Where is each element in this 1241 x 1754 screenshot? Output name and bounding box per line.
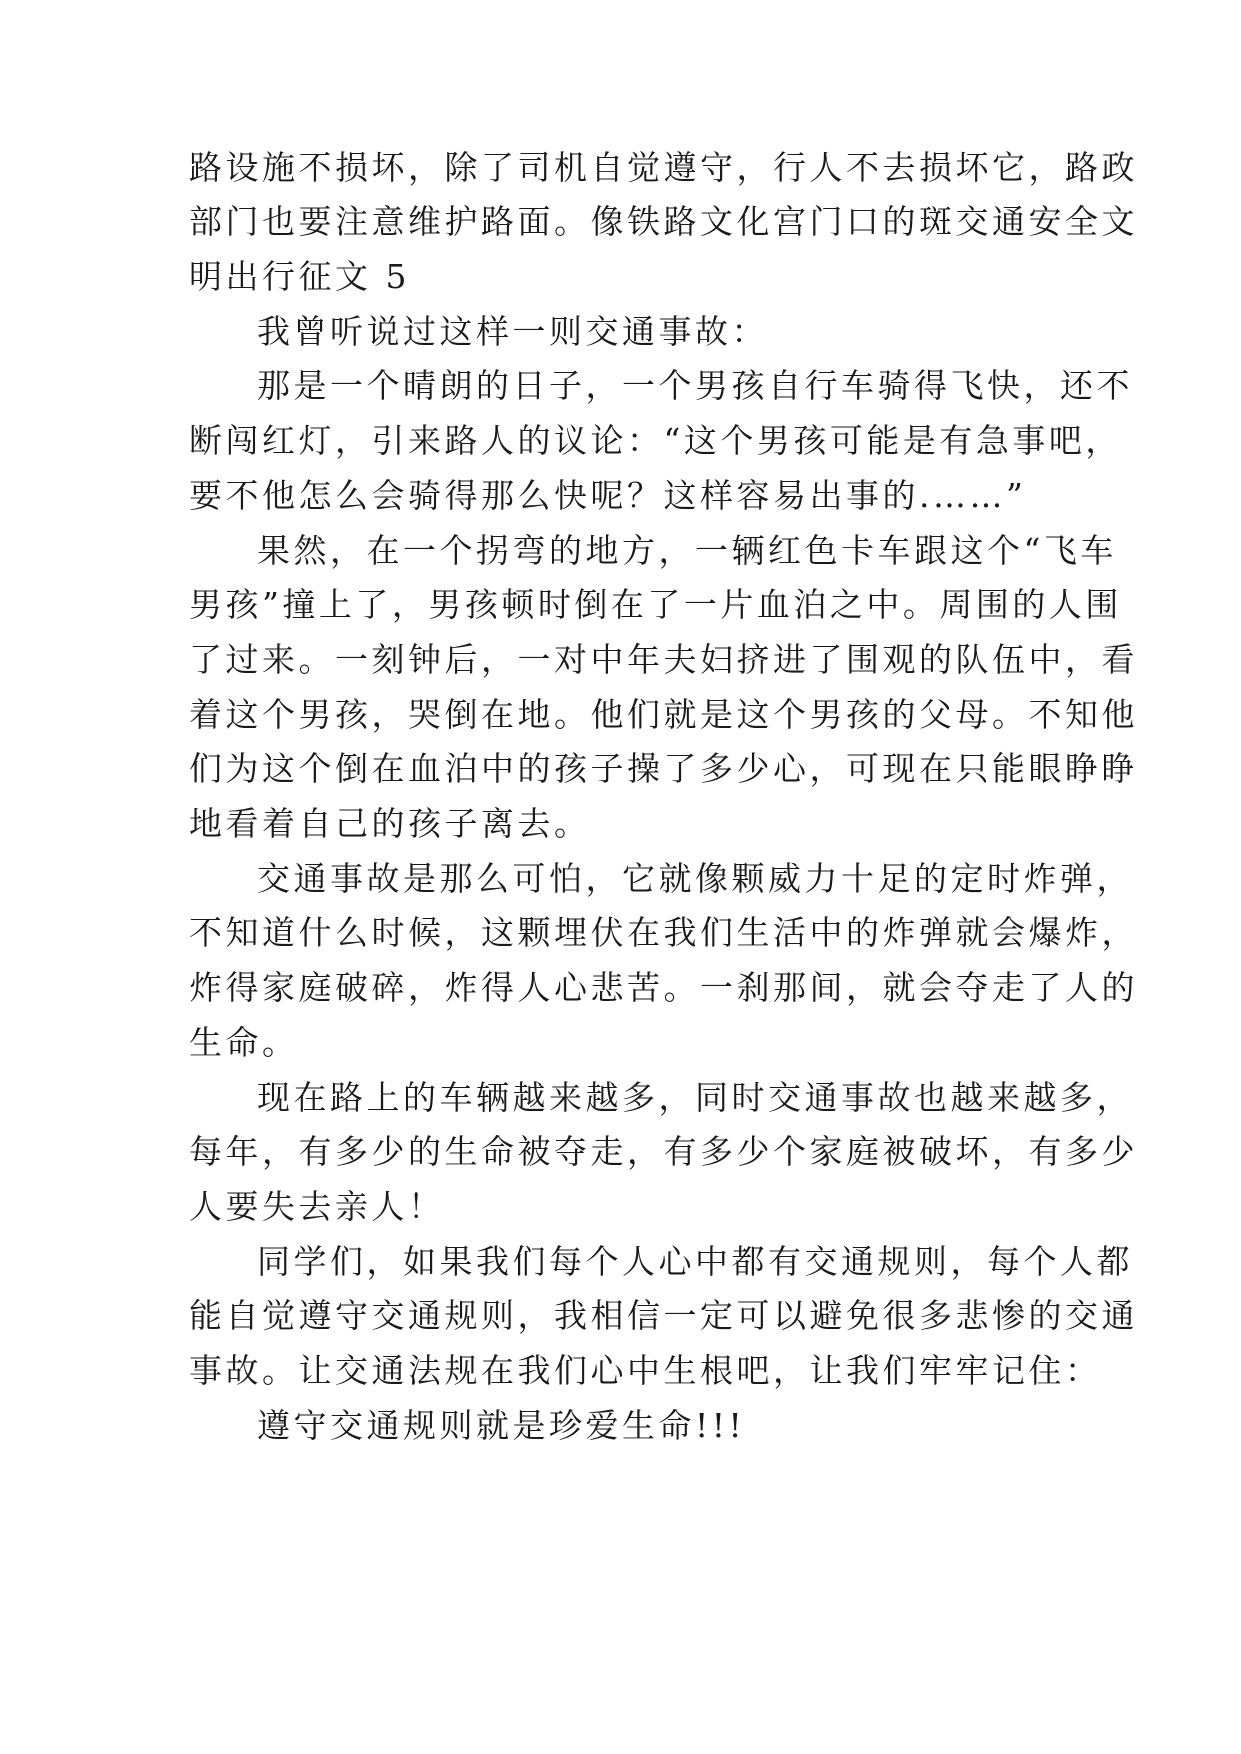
- text-line: 地看着自己的孩子离去。: [189, 804, 591, 843]
- paragraph-first-line: 我曾听说过这样一则交通事故：: [257, 312, 768, 351]
- paragraph-first-line: 果然，在一个拐弯的地方，一辆红色卡车跟这个“飞车: [257, 531, 1117, 570]
- text-line: 炸得家庭破碎，炸得人心悲苦。一刹那间，就会夺走了人的: [189, 968, 1138, 1007]
- text-line: 着这个男孩，哭倒在地。他们就是这个男孩的父母。不知他: [189, 695, 1138, 734]
- text-line: 了过来。一刻钟后，一对中年夫妇挤进了围观的队伍中，看: [189, 640, 1138, 679]
- text-line: 路设施不损坏，除了司机自觉遵守，行人不去损坏它，路政: [189, 148, 1138, 187]
- text-line: 部门也要注意维护路面。像铁路文化宫门口的斑交通安全文: [189, 202, 1138, 241]
- text-line: 人要失去亲人！: [189, 1187, 445, 1226]
- text-line: 能自觉遵守交通规则，我相信一定可以避免很多悲惨的交通: [189, 1296, 1138, 1335]
- text-line: 每年，有多少的生命被夺走，有多少个家庭被破坏，有多少: [189, 1132, 1138, 1171]
- paragraph-first-line: 同学们，如果我们每个人心中都有交通规则，每个人都: [257, 1242, 1133, 1281]
- text-line: 要不他怎么会骑得那么快呢？这样容易出事的.……”: [189, 476, 1027, 515]
- text-line: 男孩”撞上了，男孩顿时倒在了一片血泊之中。周围的人围: [189, 585, 1122, 624]
- text-line: 生命。: [189, 1023, 299, 1062]
- text-line: 们为这个倒在血泊中的孩子操了多少心，可现在只能眼睁睁: [189, 749, 1138, 788]
- paragraph-first-line: 交通事故是那么可怕，它就像颗威力十足的定时炸弹，: [257, 859, 1133, 898]
- text-line: 事故。让交通法规在我们心中生根吧，让我们牢牢记住：: [189, 1351, 1102, 1390]
- text-line: 断闯红灯，引来路人的议论：“这个男孩可能是有急事吧，: [189, 421, 1122, 460]
- text-line: 明出行征文 5: [189, 257, 410, 296]
- text-line: 不知道什么时候，这颗埋伏在我们生活中的炸弹就会爆炸，: [189, 913, 1138, 952]
- closing-slogan: 遵守交通规则就是珍爱生命!!!: [257, 1406, 746, 1445]
- paragraph-first-line: 那是一个晴朗的日子，一个男孩自行车骑得飞快，还不: [257, 366, 1133, 405]
- paragraph-first-line: 现在路上的车辆越来越多，同时交通事故也越来越多，: [257, 1078, 1133, 1117]
